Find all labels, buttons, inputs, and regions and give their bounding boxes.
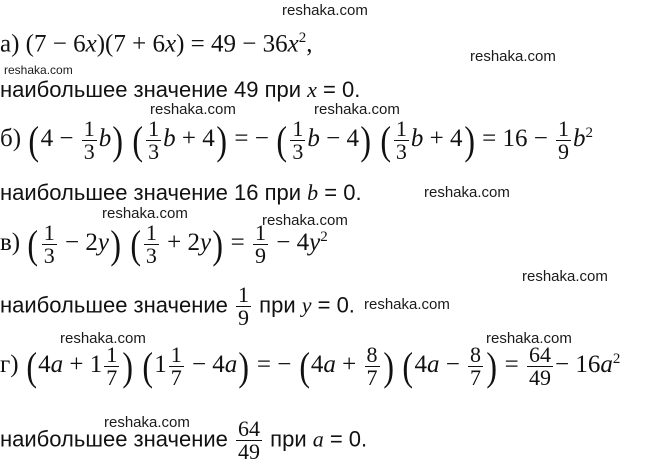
fraction: $\frac{8}{7}$ (470, 342, 482, 390)
fraction: $\frac{1}{7}$ (106, 342, 118, 390)
equation-g: г) (4a + 1 $\frac{1}{7}$ ) (1 $\frac{1}{7}$ − 4a) = − (4a + $\frac{8}{7}$ ) (4a − $\frac{8}{7}$ ) = $\frac{64}{49}$ − $16a^2$ (0, 342, 621, 390)
fraction: $\frac{1}{9}$ (255, 220, 266, 268)
fraction: $\frac{1}{3}$ (148, 116, 160, 164)
watermark: reshaka.com (104, 414, 190, 431)
fraction: $\frac{1}{3}$ (83, 116, 95, 164)
equation-a: а) $(7 - 6x)(7 + 6x) = 49 - 36x^2$, (0, 30, 313, 58)
answer-b: наибольшее значение 16 при b = 0. (0, 180, 362, 205)
fraction: $\frac{1}{3}$ (395, 116, 407, 164)
watermark: reshaka.com (486, 330, 572, 347)
fraction: $\frac{64}{49}$ (238, 416, 261, 464)
watermark: reshaka.com (424, 184, 510, 201)
watermark: reshaka.com (60, 330, 146, 347)
fraction: $\frac{1}{3}$ (292, 116, 304, 164)
fraction: $\frac{1}{9}$ (558, 116, 570, 164)
equation-v: в) ( $\frac{1}{3}$ − 2y) ( $\frac{1}{3}$ + 2y) = $\frac{1}{9}$ − $4y^2$ (0, 220, 328, 268)
watermark: reshaka.com (102, 205, 188, 222)
watermark: reshaka.com (364, 296, 450, 313)
watermark: reshaka.com (262, 212, 348, 229)
watermark: reshaka.com (150, 101, 236, 118)
fraction: $\frac{1}{7}$ (170, 342, 182, 390)
watermark: reshaka.com (314, 101, 400, 118)
watermark: reshaka.com (522, 268, 608, 285)
fraction: $\frac{8}{7}$ (366, 342, 378, 390)
fraction: $\frac{1}{9}$ (238, 282, 250, 330)
watermark: reshaka.com (4, 63, 73, 77)
answer-a: наибольшее значение 49 при x = 0. (0, 77, 361, 102)
watermark: reshaka.com (282, 2, 368, 19)
fraction: $\frac{64}{49}$ (528, 342, 551, 390)
watermark: reshaka.com (470, 48, 556, 65)
answer-g: наибольшее значение $\frac{64}{49}$ при a = 0. (0, 416, 368, 464)
fraction: $\frac{1}{3}$ (145, 220, 157, 268)
answer-v: наибольшее значение $\frac{1}{9}$ при y = 0. (0, 282, 355, 330)
fraction: $\frac{1}{3}$ (43, 220, 55, 268)
equation-b: б) (4 − $\frac{1}{3}$ b) ( $\frac{1}{3}$ b + 4) = − ( $\frac{1}{3}$ b − 4) ( $\frac{1}{3}$ b + 4) = 16 − $\frac{1}{9}$ $b^2$ (0, 116, 594, 164)
